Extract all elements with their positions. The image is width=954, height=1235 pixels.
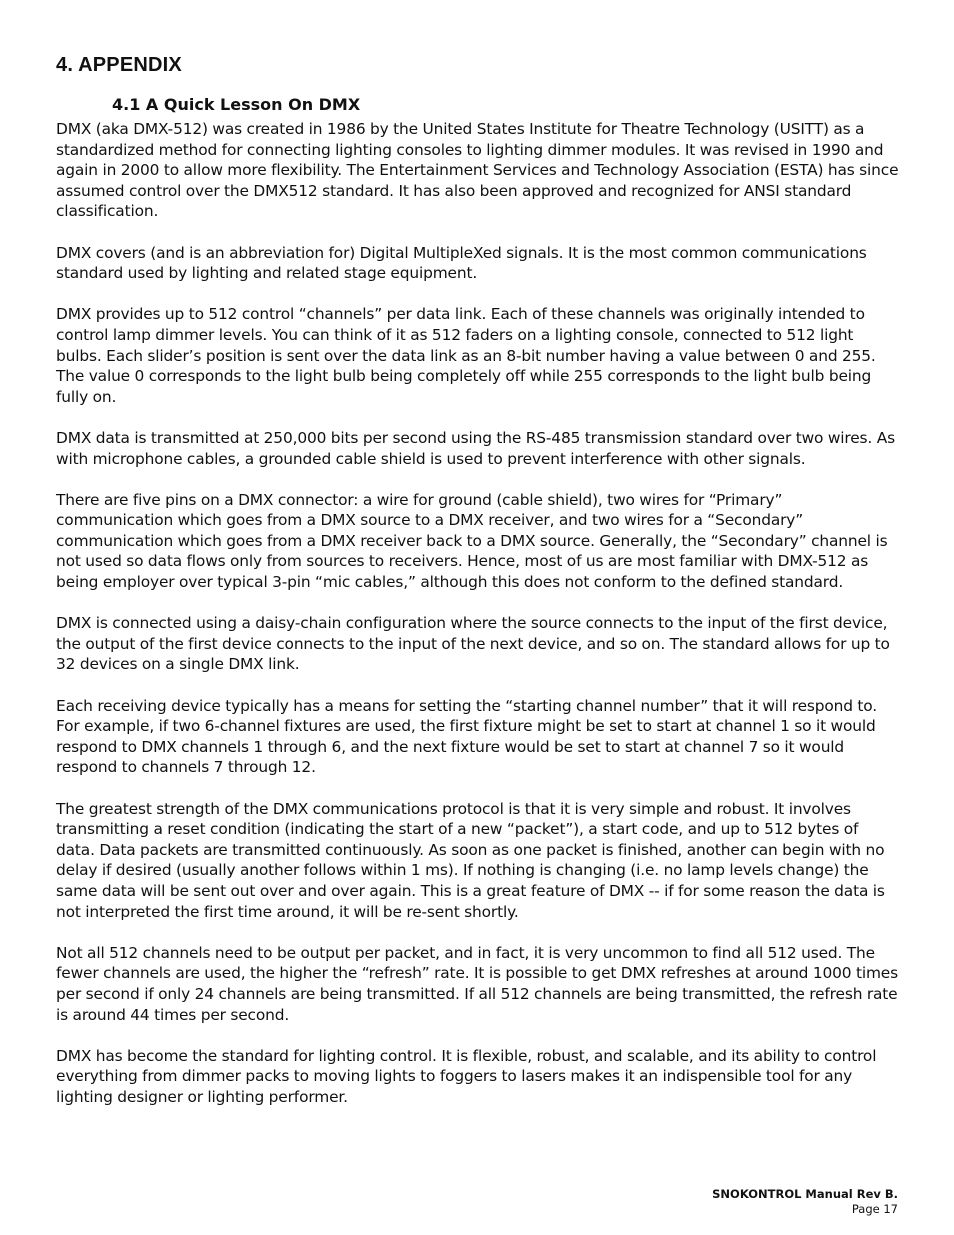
footer-page-number: Page 17 — [851, 1202, 898, 1216]
paragraph-refresh-rate: Not all 512 channels need to be output per packet, and in fact, it is very uncommon to find all 512 used. The fewer channels are used, the higher the “refresh” rate. It is possible to get DMX refreshes at around 1000 times per second if only 24 channels are being transmitted. If all 512 channels are being transmitted, the refresh rate is around 44 times per second. — [56, 943, 898, 1024]
paragraph-protocol-strength: The greatest strength of the DMX communications protocol is that it is very simple and robust. It involves transmitting a reset condition (indicating the start of a new “packet”), a start code, and up to 512 bytes of data. Data packets are transmitted continuously. As soon as one packet is finished, another can begin with no delay if desired (usually another follows within 1 ms). If nothing is changing (i.e. no lamp levels change) the same data will be sent out over and over again. This is a great feature of DMX -- if for some reason the data is not interpreted the first time around, it will be re-sent shortly. — [56, 799, 885, 921]
paragraph-daisy-chain: DMX is connected using a daisy-chain configuration where the source connects to the input of the first device, the output of the first device connects to the input of the next device, and so on. The standard allows for up to 32 devices on a single DMX link. — [56, 614, 890, 674]
body-text — [56, 119, 900, 1108]
paragraph-channels: DMX provides up to 512 control “channels” per data link. Each of these channels was originally intended to control lamp dimmer levels. You can think of it as 512 faders on a lighting console, connected to 512 light bulbs. Each slider’s position is sent over the data link as an 8-bit number having a value between 0 and 255. The value 0 corresponds to the light bulb being completely off while 255 corresponds to the light bulb being fully on. — [56, 305, 876, 406]
paragraph-abbreviation: DMX covers (and is an abbreviation for) Digital MultipleXed signals. It is the most common communications standard used by lighting and related stage equipment. — [56, 243, 867, 283]
footer-manual-title: SNOKONTROL Manual Rev B. — [712, 1187, 898, 1201]
document-page — [56, 52, 900, 1108]
page-footer — [712, 1187, 898, 1217]
paragraph-conclusion: DMX has become the standard for lighting control. It is flexible, robust, and scalable, and its ability to control everything from dimmer packs to moving lights to foggers to lasers makes it an indispensible tool for any lighting designer or lighting performer. — [56, 1046, 877, 1106]
paragraph-connector-pins: There are five pins on a DMX connector: a wire for ground (cable shield), two wires for “Primary” communication which goes from a DMX source to a DMX receiver, and two wires for a “Secondary” communication which goes from a DMX receiver back to a DMX source. Generally, the “Secondary” channel is not used so data flows only from sources to receivers. Hence, most of us are most familiar with DMX-512 as being employer over typical 3-pin “mic cables,” although this does not conform to the defined standard. — [56, 490, 888, 592]
paragraph-transmission: DMX data is transmitted at 250,000 bits per second using the RS-485 transmission standard over two wires. As with microphone cables, a grounded cable shield is used to prevent interference with other signals. — [56, 428, 895, 468]
subsection-heading: 4.1 A Quick Lesson On DMX — [112, 95, 361, 114]
paragraph-starting-channel: Each receiving device typically has a means for setting the “starting channel number” that it will respond to. For example, if two 6-channel fixtures are used, the first fixture might be set to start at channel 1 so it would respond to DMX channels 1 through 6, and the next fixture would be set to start at channel 7 so it would respond to channels 7 through 12. — [56, 696, 878, 777]
section-heading: 4. APPENDIX — [56, 54, 182, 76]
paragraph-history: DMX (aka DMX-512) was created in 1986 by the United States Institute for Theatre Technology (USITT) as a standardized method for connecting lighting consoles to lighting dimmer modules. It was revised in 1990 and again in 2000 to allow more flexibility. The Entertainment Services and Technology Association (ESTA) has since assumed control over the DMX512 standard. It has also been approved and recognized for ANSI standard classification. — [56, 120, 899, 221]
